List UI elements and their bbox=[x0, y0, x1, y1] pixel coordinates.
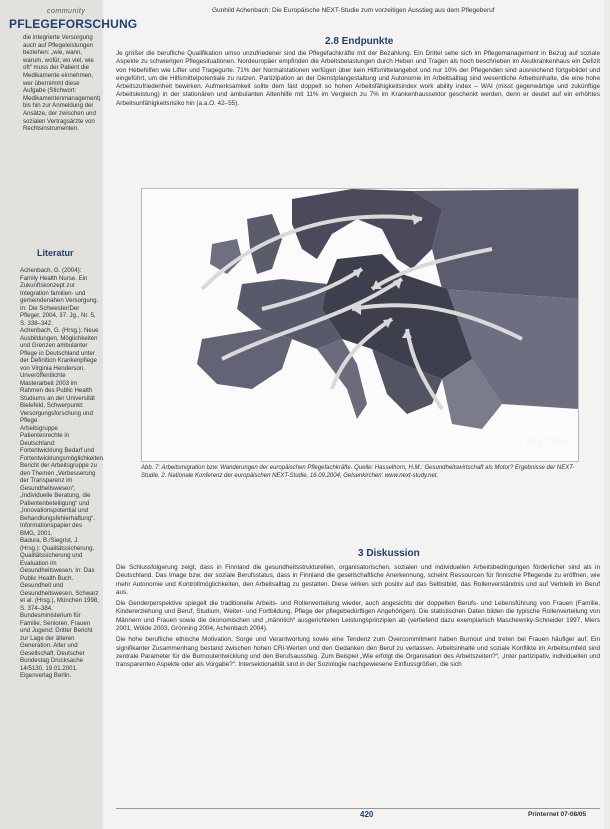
reference-item: Achenbach, G. (Hrsg.): Neue Ausbildungen, Möglichkeiten und Grenzen ambulanter Pflege in Deutschland unter der Definition Krankenpflege von Virginia Henderson. Unveröffentlichte Masterarbeit 2003 im Rahmen des Public Health Studiums an der Universität Bielefeld, Schwerpunkt: Versorgungsforschung und Pflege. bbox=[20, 327, 99, 424]
figure-credit: NEXT 2002 bbox=[526, 438, 568, 447]
section-body-diskussion bbox=[116, 564, 600, 673]
section-body-endpunkte bbox=[116, 50, 600, 111]
page-number: 420 bbox=[360, 810, 374, 819]
paragraph: Die Genderperspektive spiegelt die traditionelle Arbeits- und Rollenverteilung wieder, auch angesichts der doppelten Berufs- und Lebensführung von Frauen (Familie, Kindererziehung und Beruf, Studium, Weiter- und Fortbildung, Pflege der pflegebedürftigen Angehörigen). Die statistischen Daten bilden die typische Rollenverteilung von Männern und Frauen sowie die ökonomischen und „männlich“ ausgerichteten Leistungsprinzipien ab (vertiefend dazu exemplarisch Maschewsky-Schneider 1997, Miers 2001, Wölde 2003, Grönning 2004, Achenbach 2004). bbox=[116, 600, 600, 633]
reference-item: Bundesministerium für Familie, Senioren, Frauen und Jugend: Dritter Bericht zur Lage der älteren Generation. Alter und Gesellschaft. Deutscher Bundestag Drucksache 14/5130, 19.01.2001. Eigenverlag Berlin. bbox=[20, 612, 93, 679]
paragraph: Je größer die berufliche Qualifikation umso unzufriedener sind die Pflegefachkräfte mit der Bezahlung. Ein Drittel sehe sich im Pflegemanagement in Bezug auf soziale Aspekte zu schwierigen Pflegesituationen. Nordeuropäer empfinden die Arbeitsbelastungen durch Heben und Tragen als hoch beschrieben im Akutkrankenhaus ein Defizit von Hebehilfen wie Lifter und Tragegurte. 71% der Normalstationen verfügen über kein Hilfsmittelangebot und nur 10% der Pflegenden sind ausreichend fortgebildet und eingeführt, um die Hilfsmittelpotentiale zu nutzen. Partizipation an der Dienstplangestaltung und Autonomie im Arbeitsalltag sind wesentliche Arbeitsinhalte, die eine hohe Arbeitszufriedenheit bewirken. Aufmerksamkeit sollte dem fast doppelt so hohen Arbeitsfähigkeitsindex work ability index – WAI (misst gegenwärtige und zukünftige Arbeitsleistung) in der stationären und ambulanten Altenhilfe mit 11% im Vergleich zu 7% im Krankenhaussektor geschenkt werden, denn er deutet auf ein erhöhtes Arbeitsunfähigkeitsrisiko hin (a.a.O. 42–55). bbox=[116, 50, 600, 107]
europe-map-graphic bbox=[142, 189, 578, 461]
reference-item: Badura, B./Siegrist, J. (Hrsg.): Qualitätssicherung, Qualitätssicherung und Evaluation im Gesundheitswesen. In: Das Public Health Buch. Gesundheit und Gesundheitswesen. Schwarz et al. (Hrsg.), München 1998, S. 374–384. bbox=[20, 537, 99, 612]
europe-migration-map-figure bbox=[141, 188, 579, 462]
logo-title: PFLEGEFORSCHUNG bbox=[9, 17, 138, 31]
paragraph: Die hohe berufliche ethische Motivation, Sorge und Verantwortung sowie eine Tendenz zum Overcommitment haben Burnout und treten bei Frauen häufiger auf. Ein signifikanter Zusammenhang bestand zwischen hohen CRI-Werten und den Gedanken den Beruf zu verlassen. Arbeitsinhalte und soziale Konflikte im Arbeitsumfeld sind zentrale Parameter für die Burnoutentwicklung und den Berufsausstieg. Zum Beispiel „Wie erfolgt die Organisation des Arbeitszeiten?“, „Inter partizipativ, individuellen und transparenten Aspekte oder als Vorgabe?“. Intersektionalität sind in der Soziologie nachgewiesene Einflussgrößen, die sich bbox=[116, 636, 600, 669]
logo-tagline: community bbox=[47, 8, 86, 15]
journal-logo bbox=[9, 8, 138, 36]
figure-caption: Abb. 7: Arbeitsmigration bzw. Wanderungen der europäischen Pflegefachkräfte. Quelle: Hasselhorn, H.M.: Gesundheitswirtschaft als Motor? Ergebnisse der NEXT-Studie. 2. Nationale Konferenz der europäischen NEXT-Studie, 16.09.2004, Gelsenkirchen: www.next-study.net. bbox=[141, 465, 575, 479]
footer-rule bbox=[116, 808, 600, 809]
reference-item: Arbeitsgruppe Patientenrechte in Deutschland: Fortentwicklung Bedarf und Fortentwicklungsmöglichkeiten. Bericht der Arbeitsgruppe zu den Themen „Verbesserung der Transparenz im Gesundheitswesen“, „Individuelle Beratung, die Patientenbeteiligung“ und „Innovationspotential und Behandlungsfehlerhaftung“. Informationspapier des BMG, 2001. bbox=[20, 424, 105, 537]
paragraph: Die Schlussfolgerung zeigt, dass in Finnland die gesundheitsstrukturellen, organisatorischen, sozialen und individuellen Arbeitsbedingungen förderlicher sind als in Deutschland. Das Image bzw. der soziale Berufsstatus, dass in Finnland die gesellschaftliche Anerkennung, scheint Ressourcen für finnische Pflegende zu eröffnen, wie mehr Autonomie und Kontrollmöglichkeiten, den Arbeitsalltag zu gestalten. Diese wirken sich positiv auf das Selbstbild, das Rollenverständnis und auf Verbleib im Beruf aus. bbox=[116, 564, 600, 596]
literature-heading: Literatur bbox=[37, 248, 74, 258]
section-heading-diskussion: 3 Diskussion bbox=[358, 548, 420, 559]
page-edge bbox=[604, 0, 610, 829]
section-heading-endpunkte: 2.8 Endpunkte bbox=[325, 36, 394, 47]
running-head: Gunhild Achenbach: Die Europäische NEXT-Studie zum vorzeitigen Ausstieg aus dem Pflegeberuf bbox=[212, 7, 495, 14]
sidebar-intro-text: die integrierte Versorgung auch auf Pflegeleistungen beziehen: „wie, wann, warum, wofür, wo viel, wie oft“ muss der Patient die Medikamente einnehmen, wer übernimmt diese Aufgabe (Stichwort: Medikamentenmanagement) bis hin zur Anmeldung der Ansätze, der zwischen und sozialen Vertragsärzte von Rechtsinstrumenten. bbox=[23, 34, 101, 133]
reference-list bbox=[20, 267, 105, 680]
issue-label: Printernet 07-08/05 bbox=[528, 811, 587, 818]
reference-item: Achenbach, G. (2004): Family Health Nurse. Ein Zukunftskonzept zur Integration familien- und gemeindenahen Versorgung. In: Die Schwester/Der Pfleger, 2004, 37. Jg., Nr. 5, S. 338–342. bbox=[20, 267, 99, 327]
